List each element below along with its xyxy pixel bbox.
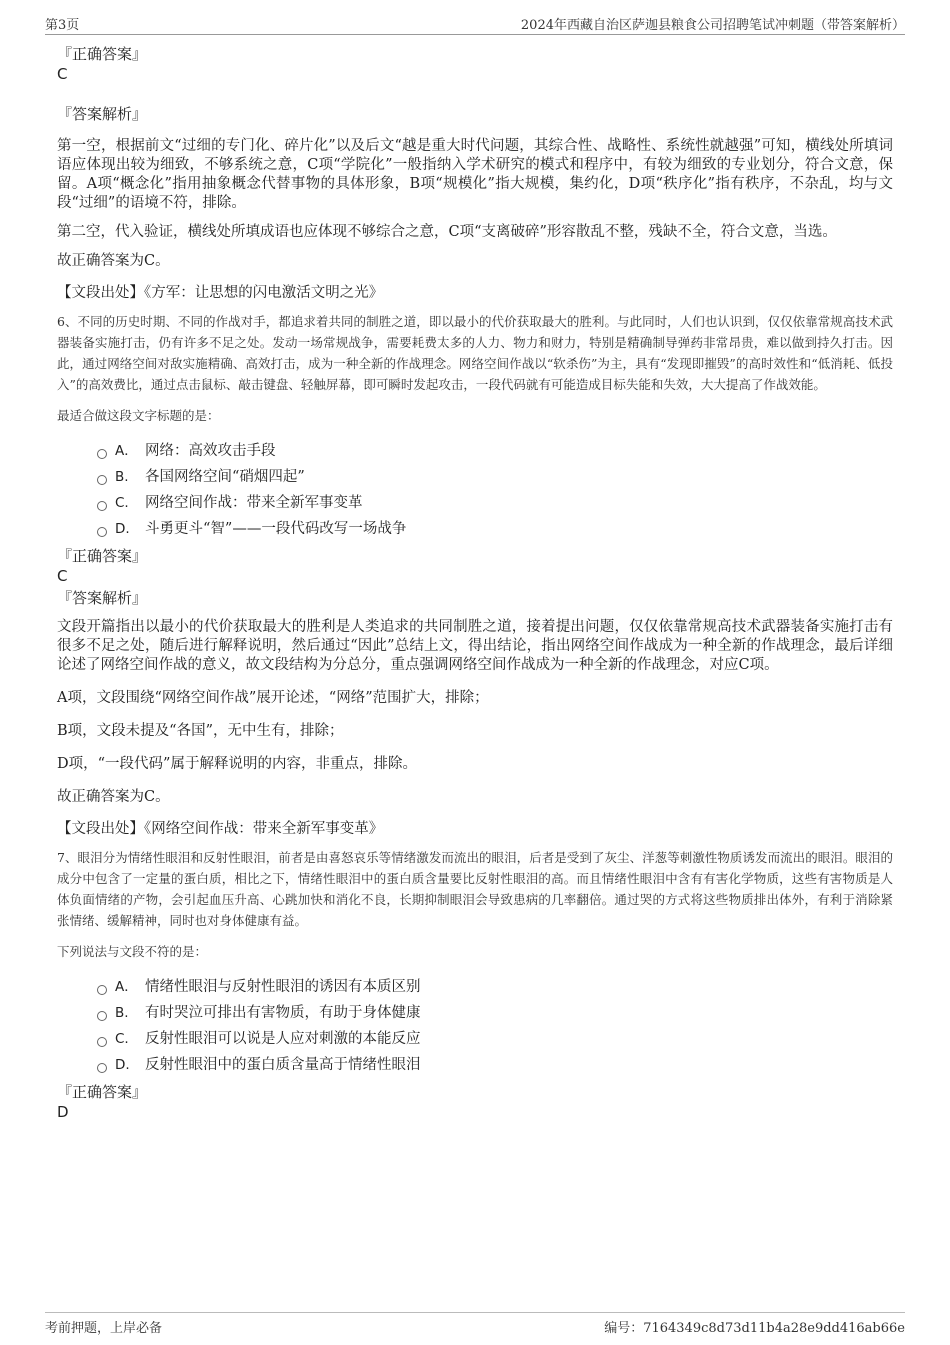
- option-a[interactable]: A． 网络：高效攻击手段: [97, 438, 893, 464]
- answer-value: C: [57, 65, 68, 83]
- option-a[interactable]: A． 情绪性眼泪与反射性眼泪的诱因有本质区别: [97, 974, 893, 1000]
- option-list: [57, 974, 893, 1078]
- analysis-paragraph: 故正确答案为C。: [57, 253, 170, 269]
- analysis-paragraph: B项，文段未提及“各国”，无中生有，排除；: [57, 723, 344, 739]
- source-citation: 【文段出处】《网络空间作战：带来全新军事变革》: [57, 821, 384, 837]
- analysis-paragraph: 第二空，代入验证，横线处所填成语也应体现不够综合之意，C项“支离破碎”形容散乱不整，残缺不全，符合文意，当选。: [57, 224, 837, 240]
- question-prompt: 下列说法与文段不符的是：: [57, 944, 208, 959]
- radio-icon[interactable]: [97, 1037, 107, 1047]
- radio-icon[interactable]: [97, 1063, 107, 1073]
- radio-icon[interactable]: [97, 985, 107, 995]
- radio-icon[interactable]: [97, 501, 107, 511]
- radio-icon[interactable]: [97, 527, 107, 537]
- radio-icon[interactable]: [97, 475, 107, 485]
- analysis-paragraph: A项，文段围绕“网络空间作战”展开论述，“网络”范围扩大，排除；: [57, 690, 489, 706]
- question-passage: 7、眼泪分为情绪性眼泪和反射性眼泪，前者是由喜怒哀乐等情绪激发而流出的眼泪，后者是受到了灰尘、洋葱等刺激性物质诱发而流出的眼泪。眼泪的成分中包含了一定量的蛋白质，相比之下，情绪性眼泪中的蛋白质含量要比反射性眼泪的高。而且情绪性眼泪中含有有害化学物质，这些有害物质是人体负面情绪的产物，会引起血压升高、心跳加快和消化不良，长期抑制眼泪会导致患病的几率翻倍。通过哭的方式将这些物质排出体外，有利于消除紧张情绪、缓解精神，同时也对身体健康有益。: [57, 850, 893, 928]
- option-list: [57, 438, 893, 542]
- source-citation: 【文段出处】《方军：让思想的闪电激活文明之光》: [57, 285, 384, 301]
- radio-icon[interactable]: [97, 1011, 107, 1021]
- option-c[interactable]: C. 反射性眼泪可以说是人应对刺激的本能反应: [97, 1026, 893, 1052]
- analysis-paragraph: 文段开篇指出以最小的代价获取最大的胜利是人类追求的共同制胜之道，接着提出问题，仅仅依靠常规高技术武器装备实施打击有很多不足之处，随后进行解释说明，然后通过“因此”总结上文，得出结论，指出网络空间作战成为一种全新的作战理念，最后详细论述了网络空间作战的意义，故文段结构为分总分，重点强调网络空间作战成为一种全新的作战理念，对应C项。: [57, 619, 893, 673]
- analysis-label: 『答案解析』: [57, 589, 148, 607]
- option-d[interactable]: D. 斗勇更斗“智”——一段代码改写一场战争: [97, 516, 893, 542]
- page-header: [45, 12, 905, 35]
- radio-icon[interactable]: [97, 449, 107, 459]
- analysis-label: 『答案解析』: [57, 105, 148, 123]
- option-b[interactable]: B. 各国网络空间“硝烟四起”: [97, 464, 893, 490]
- question-prompt: 最适合做这段文字标题的是：: [57, 408, 220, 423]
- answer-label: 『正确答案』: [57, 45, 148, 63]
- option-c[interactable]: C. 网络空间作战：带来全新军事变革: [97, 490, 893, 516]
- option-d[interactable]: D. 反射性眼泪中的蛋白质含量高于情绪性眼泪: [97, 1052, 893, 1078]
- answer-label: 『正确答案』: [57, 1083, 148, 1101]
- document-body: [57, 44, 893, 1122]
- analysis-paragraph: 第一空，根据前文“过细的专门化、碎片化”以及后文“越是重大时代问题，其综合性、战略性、系统性就越强”可知，横线处所填词语应体现出较为细致，不够系统之意，C项“学院化”一般指纳入学术研究的模式和程序中，有较为细致的专业划分，符合文意，保留。A项“概念化”指用抽象概念代替事物的具体形象，B项“规模化”指大规模，集约化，D项“秩序化”指有秩序，不杂乱，均与文段“过细”的语境不符，排除。: [57, 138, 893, 211]
- analysis-paragraph: D项，“一段代码”属于解释说明的内容，非重点，排除。: [57, 756, 417, 772]
- option-b[interactable]: B. 有时哭泣可排出有害物质，有助于身体健康: [97, 1000, 893, 1026]
- answer-value: C: [57, 567, 68, 585]
- footer-slogan: 考前押题，上岸必备: [45, 1321, 163, 1336]
- answer-label: 『正确答案』: [57, 547, 148, 565]
- document-title: 2024年西藏自治区萨迦县粮食公司招聘笔试冲刺题（带答案解析）: [520, 18, 905, 33]
- answer-value: D: [57, 1103, 69, 1121]
- page-footer: [45, 1312, 905, 1337]
- page-number: 第3页: [45, 18, 80, 33]
- analysis-paragraph: 故正确答案为C。: [57, 789, 170, 805]
- document-id: 编号：7164349c8d73d11b4a28e9dd416ab66e: [604, 1321, 905, 1336]
- question-passage: 6、不同的历史时期、不同的作战对手，都追求着共同的制胜之道，即以最小的代价获取最大的胜利。与此同时，人们也认识到，仅仅依靠常规高技术武器装备实施打击，仍有许多不足之处。发动一场常规战争，需要耗费太多的人力、物力和财力，特别是精确制导弹药非常昂贵，难以做到持久打击。因此，通过网络空间对敌实施精确、高效打击，成为一种全新的作战理念。网络空间作战以“软杀伤”为主，具有“发现即摧毁”的高时效性和“低消耗、低投入”的高效费比，通过点击鼠标、敲击键盘、轻触屏幕，即可瞬时发起攻击，一段代码就有可能造成目标失能和失效，大大提高了作战效能。: [57, 314, 893, 392]
